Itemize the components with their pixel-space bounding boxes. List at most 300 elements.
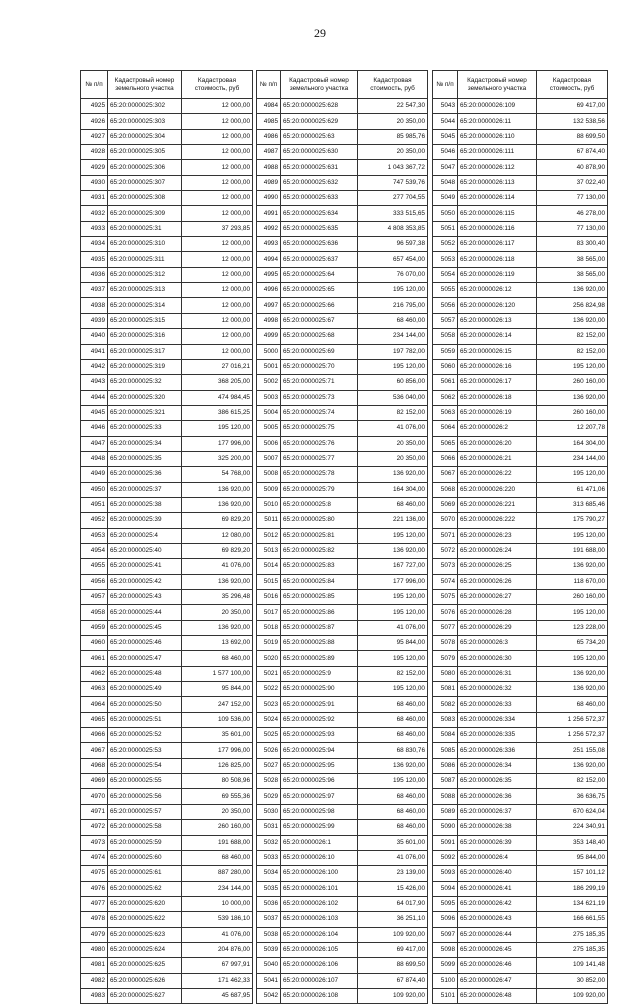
table-row xyxy=(433,574,608,589)
cadastral-number: 65:20:0000026:221 xyxy=(458,497,537,512)
cadastral-cost: 12 000,00 xyxy=(182,298,253,313)
cadastral-number: 65:20:0000025:84 xyxy=(281,574,358,589)
cadastral-number: 65:20:0000025:65 xyxy=(281,283,358,298)
cadastral-number: 65:20:0000025:48 xyxy=(108,666,182,681)
cadastral-cost: 191 688,00 xyxy=(182,835,253,850)
cadastral-number: 65:20:0000025:625 xyxy=(108,958,182,973)
cadastral-cost: 27 016,21 xyxy=(182,359,253,374)
row-number: 4928 xyxy=(81,145,108,160)
cadastral-number: 65:20:0000025:80 xyxy=(281,513,358,528)
table-row xyxy=(433,605,608,620)
cadastral-number: 65:20:0000025:634 xyxy=(281,206,358,221)
row-number: 4972 xyxy=(81,820,108,835)
cadastral-cost: 177 996,00 xyxy=(358,574,428,589)
table-row xyxy=(433,375,608,390)
cadastral-number: 65:20:0000026:12 xyxy=(458,283,537,298)
cadastral-number: 65:20:0000025:620 xyxy=(108,896,182,911)
row-number: 5053 xyxy=(433,252,458,267)
table-row xyxy=(257,375,428,390)
row-number: 5090 xyxy=(433,820,458,835)
table-row xyxy=(81,467,253,482)
row-number: 5059 xyxy=(433,344,458,359)
cadastral-number: 65:20:0000025:45 xyxy=(108,620,182,635)
table-row xyxy=(433,298,608,313)
cadastral-number: 65:20:0000025:305 xyxy=(108,145,182,160)
row-number: 5021 xyxy=(257,666,281,681)
table-row xyxy=(81,789,253,804)
cadastral-number: 65:20:0000026:28 xyxy=(458,605,537,620)
row-number: 4935 xyxy=(81,252,108,267)
table-row xyxy=(433,590,608,605)
table-row xyxy=(257,866,428,881)
table-row xyxy=(433,866,608,881)
cadastral-cost: 10 000,00 xyxy=(182,896,253,911)
row-number: 5069 xyxy=(433,497,458,512)
table-row xyxy=(257,267,428,282)
table-row xyxy=(433,835,608,850)
table-row xyxy=(433,697,608,712)
cadastral-cost: 1 256 572,37 xyxy=(537,728,608,743)
cadastral-number: 65:20:0000025:39 xyxy=(108,513,182,528)
table-row xyxy=(257,789,428,804)
table-row xyxy=(433,728,608,743)
cadastral-cost: 368 205,00 xyxy=(182,375,253,390)
cadastral-cost: 195 120,00 xyxy=(537,359,608,374)
table-row xyxy=(257,482,428,497)
row-number: 4937 xyxy=(81,283,108,298)
row-number: 5084 xyxy=(433,728,458,743)
cadastral-cost: 126 825,00 xyxy=(182,758,253,773)
cadastral-number: 65:20:0000025:90 xyxy=(281,682,358,697)
table-row xyxy=(81,528,253,543)
cadastral-number: 65:20:0000025:68 xyxy=(281,329,358,344)
table-row xyxy=(81,988,253,1003)
cadastral-cost: 136 920,00 xyxy=(537,758,608,773)
cadastral-cost: 275 185,35 xyxy=(537,942,608,957)
cadastral-number: 65:20:0000025:46 xyxy=(108,636,182,651)
table-row xyxy=(433,283,608,298)
cadastral-number: 65:20:0000025:633 xyxy=(281,191,358,206)
row-number: 4976 xyxy=(81,881,108,896)
row-number: 5050 xyxy=(433,206,458,221)
cadastral-cost: 136 920,00 xyxy=(182,574,253,589)
cadastral-number: 65:20:0000026:30 xyxy=(458,651,537,666)
cadastral-cost: 136 920,00 xyxy=(358,758,428,773)
table-row xyxy=(257,620,428,635)
row-number: 4938 xyxy=(81,298,108,313)
cadastral-cost: 68 460,00 xyxy=(358,789,428,804)
table-header-row xyxy=(433,71,608,99)
cadastral-number: 65:20:0000025:302 xyxy=(108,99,182,114)
row-number: 4969 xyxy=(81,774,108,789)
table-row xyxy=(433,99,608,114)
cadastral-cost: 1 577 100,00 xyxy=(182,666,253,681)
cadastral-number: 65:20:0000026:108 xyxy=(281,988,358,1003)
cadastral-number: 65:20:0000025:310 xyxy=(108,237,182,252)
row-number: 4952 xyxy=(81,513,108,528)
table-row xyxy=(257,221,428,236)
cadastral-number: 65:20:0000026:23 xyxy=(458,528,537,543)
cadastral-cost: 35 296,48 xyxy=(182,590,253,605)
cadastral-number: 65:20:0000025:627 xyxy=(108,988,182,1003)
table-row xyxy=(81,267,253,282)
table-row xyxy=(81,850,253,865)
table-row xyxy=(81,835,253,850)
cadastral-cost: 195 120,00 xyxy=(537,605,608,620)
cadastral-number: 65:20:0000025:631 xyxy=(281,160,358,175)
cadastral-cost: 4 808 353,85 xyxy=(358,221,428,236)
cadastral-number: 65:20:0000025:622 xyxy=(108,912,182,927)
row-number: 5049 xyxy=(433,191,458,206)
table-row xyxy=(257,99,428,114)
row-number: 5001 xyxy=(257,359,281,374)
cadastral-cost: 136 920,00 xyxy=(537,682,608,697)
cadastral-cost: 12 000,00 xyxy=(182,99,253,114)
row-number: 5040 xyxy=(257,958,281,973)
table-row xyxy=(81,728,253,743)
row-number: 5041 xyxy=(257,973,281,988)
table-row xyxy=(81,221,253,236)
row-number: 4990 xyxy=(257,191,281,206)
cadastral-number: 65:20:0000025:77 xyxy=(281,451,358,466)
table-row xyxy=(81,743,253,758)
row-number: 5056 xyxy=(433,298,458,313)
cadastral-cost: 657 454,00 xyxy=(358,252,428,267)
cadastral-cost: 197 782,00 xyxy=(358,344,428,359)
cadastral-number: 65:20:0000025:632 xyxy=(281,175,358,190)
cadastral-number: 65:20:0000025:93 xyxy=(281,728,358,743)
cadastral-number: 65:20:0000025:55 xyxy=(108,774,182,789)
cadastral-number: 65:20:0000025:8 xyxy=(281,497,358,512)
cadastral-number: 65:20:0000025:9 xyxy=(281,666,358,681)
table-row xyxy=(257,697,428,712)
cadastral-cost: 12 000,00 xyxy=(182,313,253,328)
cadastral-number: 65:20:0000026:119 xyxy=(458,267,537,282)
cadastral-number: 65:20:0000026:101 xyxy=(281,881,358,896)
row-number: 5052 xyxy=(433,237,458,252)
cadastral-cost: 60 856,00 xyxy=(358,375,428,390)
cadastral-number: 65:20:0000025:629 xyxy=(281,114,358,129)
table-row xyxy=(257,820,428,835)
row-number: 4944 xyxy=(81,390,108,405)
cadastral-cost: 12 000,00 xyxy=(182,252,253,267)
page-number: 29 xyxy=(314,26,326,40)
cadastral-cost: 67 874,40 xyxy=(358,973,428,988)
table-row xyxy=(433,237,608,252)
cadastral-cost: 224 340,91 xyxy=(537,820,608,835)
table-row xyxy=(433,682,608,697)
cadastral-cost: 82 152,00 xyxy=(537,329,608,344)
cadastral-cost: 164 304,00 xyxy=(358,482,428,497)
cadastral-cost: 136 920,00 xyxy=(358,543,428,558)
row-number: 4960 xyxy=(81,636,108,651)
cadastral-number: 65:20:0000026:13 xyxy=(458,313,537,328)
cadastral-number: 65:20:0000025:309 xyxy=(108,206,182,221)
table-row xyxy=(433,482,608,497)
table-row xyxy=(257,958,428,973)
row-number: 5058 xyxy=(433,329,458,344)
table-row xyxy=(257,114,428,129)
row-number: 5023 xyxy=(257,697,281,712)
cadastral-number: 65:20:0000025:57 xyxy=(108,804,182,819)
table-row xyxy=(433,528,608,543)
row-number: 4950 xyxy=(81,482,108,497)
cadastral-number: 65:20:0000025:71 xyxy=(281,375,358,390)
cadastral-cost: 80 508,96 xyxy=(182,774,253,789)
cadastral-number: 65:20:0000025:308 xyxy=(108,191,182,206)
table-row xyxy=(433,758,608,773)
table-row xyxy=(81,313,253,328)
table-row xyxy=(433,850,608,865)
cadastral-number: 65:20:0000026:118 xyxy=(458,252,537,267)
cadastral-number: 65:20:0000025:312 xyxy=(108,267,182,282)
cadastral-cost: 12 000,00 xyxy=(182,206,253,221)
cadastral-number: 65:20:0000025:307 xyxy=(108,175,182,190)
row-number: 5086 xyxy=(433,758,458,773)
header-kad-number: Кадастровый номер земельного участка xyxy=(458,71,537,99)
table-row xyxy=(257,896,428,911)
cadastral-cost: 136 920,00 xyxy=(182,497,253,512)
table-row xyxy=(81,513,253,528)
cadastral-number: 65:20:0000026:113 xyxy=(458,175,537,190)
cadastral-table-middle xyxy=(256,70,428,1004)
cadastral-number: 65:20:0000025:37 xyxy=(108,482,182,497)
cadastral-number: 65:20:0000026:31 xyxy=(458,666,537,681)
cadastral-number: 65:20:0000025:317 xyxy=(108,344,182,359)
table-row xyxy=(433,958,608,973)
table-row xyxy=(257,237,428,252)
cadastral-number: 65:20:0000026:107 xyxy=(281,973,358,988)
cadastral-cost: 386 615,25 xyxy=(182,405,253,420)
table-row xyxy=(433,804,608,819)
cadastral-number: 65:20:0000025:321 xyxy=(108,405,182,420)
table-row xyxy=(81,482,253,497)
cadastral-cost: 109 920,00 xyxy=(537,988,608,1003)
table-row xyxy=(81,298,253,313)
cadastral-number: 65:20:0000025:86 xyxy=(281,605,358,620)
row-number: 4929 xyxy=(81,160,108,175)
cadastral-cost: 670 624,04 xyxy=(537,804,608,819)
table-row xyxy=(257,129,428,144)
cadastral-cost: 136 920,00 xyxy=(537,283,608,298)
row-number: 5048 xyxy=(433,175,458,190)
table-row xyxy=(433,359,608,374)
table-row xyxy=(257,743,428,758)
row-number: 5072 xyxy=(433,543,458,558)
cadastral-number: 65:20:0000026:3 xyxy=(458,636,537,651)
table-row xyxy=(257,850,428,865)
row-number: 5044 xyxy=(433,114,458,129)
row-number: 5045 xyxy=(433,129,458,144)
cadastral-cost: 82 152,00 xyxy=(358,405,428,420)
table-row xyxy=(257,973,428,988)
row-number: 4987 xyxy=(257,145,281,160)
cadastral-cost: 539 186,10 xyxy=(182,912,253,927)
cadastral-number: 65:20:0000025:94 xyxy=(281,743,358,758)
table-row xyxy=(81,375,253,390)
table-row xyxy=(257,804,428,819)
cadastral-number: 65:20:0000025:315 xyxy=(108,313,182,328)
table-row xyxy=(257,712,428,727)
row-number: 5060 xyxy=(433,359,458,374)
table-row xyxy=(81,451,253,466)
cadastral-number: 65:20:0000025:38 xyxy=(108,497,182,512)
cadastral-number: 65:20:0000026:29 xyxy=(458,620,537,635)
cadastral-cost: 171 462,33 xyxy=(182,973,253,988)
cadastral-cost: 195 120,00 xyxy=(358,651,428,666)
cadastral-cost: 234 144,00 xyxy=(358,329,428,344)
header-num: № п/п xyxy=(257,71,281,99)
cadastral-number: 65:20:0000025:319 xyxy=(108,359,182,374)
cadastral-cost: 83 300,40 xyxy=(537,237,608,252)
header-num: № п/п xyxy=(433,71,458,99)
cadastral-number: 65:20:0000025:97 xyxy=(281,789,358,804)
table-row xyxy=(257,359,428,374)
row-number: 4926 xyxy=(81,114,108,129)
row-number: 4977 xyxy=(81,896,108,911)
cadastral-number: 65:20:0000025:313 xyxy=(108,283,182,298)
row-number: 5032 xyxy=(257,835,281,850)
table-row xyxy=(433,543,608,558)
cadastral-cost: 23 139,00 xyxy=(358,866,428,881)
row-number: 5055 xyxy=(433,283,458,298)
row-number: 4931 xyxy=(81,191,108,206)
table-row xyxy=(81,99,253,114)
cadastral-number: 65:20:0000026:24 xyxy=(458,543,537,558)
table-row xyxy=(257,436,428,451)
row-number: 5091 xyxy=(433,835,458,850)
cadastral-number: 65:20:0000026:21 xyxy=(458,451,537,466)
row-number: 5101 xyxy=(433,988,458,1003)
table-row xyxy=(81,191,253,206)
row-number: 5080 xyxy=(433,666,458,681)
row-number: 5082 xyxy=(433,697,458,712)
cadastral-cost: 12 000,00 xyxy=(182,344,253,359)
row-number: 5002 xyxy=(257,375,281,390)
cadastral-cost: 68 830,76 xyxy=(358,743,428,758)
row-number: 4947 xyxy=(81,436,108,451)
cadastral-number: 65:20:0000026:11 xyxy=(458,114,537,129)
row-number: 5073 xyxy=(433,559,458,574)
table-row xyxy=(433,252,608,267)
cadastral-number: 65:20:0000026:48 xyxy=(458,988,537,1003)
table-row xyxy=(257,390,428,405)
table-row xyxy=(433,390,608,405)
row-number: 4995 xyxy=(257,267,281,282)
table-row xyxy=(257,682,428,697)
cadastral-number: 65:20:0000026:33 xyxy=(458,697,537,712)
cadastral-number: 65:20:0000025:88 xyxy=(281,636,358,651)
cadastral-number: 65:20:0000026:40 xyxy=(458,866,537,881)
cadastral-number: 65:20:0000025:314 xyxy=(108,298,182,313)
cadastral-cost: 69 417,00 xyxy=(358,942,428,957)
table-row xyxy=(81,175,253,190)
cadastral-cost: 12 207,78 xyxy=(537,421,608,436)
cadastral-cost: 69 555,36 xyxy=(182,789,253,804)
cadastral-cost: 41 076,00 xyxy=(182,927,253,942)
table-row xyxy=(257,528,428,543)
cadastral-cost: 234 144,00 xyxy=(182,881,253,896)
row-number: 5065 xyxy=(433,436,458,451)
table-row xyxy=(257,313,428,328)
table-row xyxy=(81,559,253,574)
cadastral-number: 65:20:0000025:69 xyxy=(281,344,358,359)
table-row xyxy=(81,942,253,957)
table-row xyxy=(81,620,253,635)
table-row xyxy=(433,436,608,451)
cadastral-cost: 12 000,00 xyxy=(182,114,253,129)
cadastral-number: 65:20:0000026:104 xyxy=(281,927,358,942)
row-number: 4988 xyxy=(257,160,281,175)
cadastral-number: 65:20:0000025:83 xyxy=(281,559,358,574)
cadastral-number: 65:20:0000025:304 xyxy=(108,129,182,144)
table-row xyxy=(257,590,428,605)
cadastral-number: 65:20:0000025:76 xyxy=(281,436,358,451)
cadastral-number: 65:20:0000025:60 xyxy=(108,850,182,865)
table-row xyxy=(257,191,428,206)
cadastral-cost: 95 844,00 xyxy=(358,636,428,651)
table-row xyxy=(433,666,608,681)
row-number: 4994 xyxy=(257,252,281,267)
cadastral-cost: 12 000,00 xyxy=(182,329,253,344)
cadastral-cost: 12 000,00 xyxy=(182,283,253,298)
row-number: 4956 xyxy=(81,574,108,589)
cadastral-number: 65:20:0000025:58 xyxy=(108,820,182,835)
row-number: 5039 xyxy=(257,942,281,957)
cadastral-cost: 275 185,35 xyxy=(537,927,608,942)
cadastral-number: 65:20:0000025:78 xyxy=(281,467,358,482)
cadastral-cost: 109 920,00 xyxy=(358,927,428,942)
table-row xyxy=(81,590,253,605)
row-number: 4963 xyxy=(81,682,108,697)
cadastral-cost: 13 692,00 xyxy=(182,636,253,651)
cadastral-number: 65:20:0000026:45 xyxy=(458,942,537,957)
cadastral-number: 65:20:0000026:15 xyxy=(458,344,537,359)
row-number: 5092 xyxy=(433,850,458,865)
table-row xyxy=(257,543,428,558)
row-number: 4998 xyxy=(257,313,281,328)
row-number: 5095 xyxy=(433,896,458,911)
cadastral-number: 65:20:0000026:100 xyxy=(281,866,358,881)
row-number: 4973 xyxy=(81,835,108,850)
row-number: 4965 xyxy=(81,712,108,727)
table-row xyxy=(433,559,608,574)
table-row xyxy=(81,896,253,911)
row-number: 5017 xyxy=(257,605,281,620)
row-number: 5088 xyxy=(433,789,458,804)
cadastral-number: 65:20:0000026:44 xyxy=(458,927,537,942)
row-number: 5012 xyxy=(257,528,281,543)
row-number: 4943 xyxy=(81,375,108,390)
table-row xyxy=(433,114,608,129)
table-row xyxy=(433,221,608,236)
table-row xyxy=(81,927,253,942)
table-row xyxy=(81,804,253,819)
table-row xyxy=(81,114,253,129)
cadastral-cost: 136 920,00 xyxy=(182,620,253,635)
row-number: 5077 xyxy=(433,620,458,635)
cadastral-cost: 41 076,00 xyxy=(182,559,253,574)
cadastral-number: 65:20:0000025:89 xyxy=(281,651,358,666)
table-row xyxy=(81,636,253,651)
cadastral-number: 65:20:0000026:38 xyxy=(458,820,537,835)
row-number: 5100 xyxy=(433,973,458,988)
row-number: 5013 xyxy=(257,543,281,558)
row-number: 5079 xyxy=(433,651,458,666)
table-row xyxy=(433,927,608,942)
cadastral-cost: 68 460,00 xyxy=(358,497,428,512)
cadastral-number: 65:20:0000025:82 xyxy=(281,543,358,558)
